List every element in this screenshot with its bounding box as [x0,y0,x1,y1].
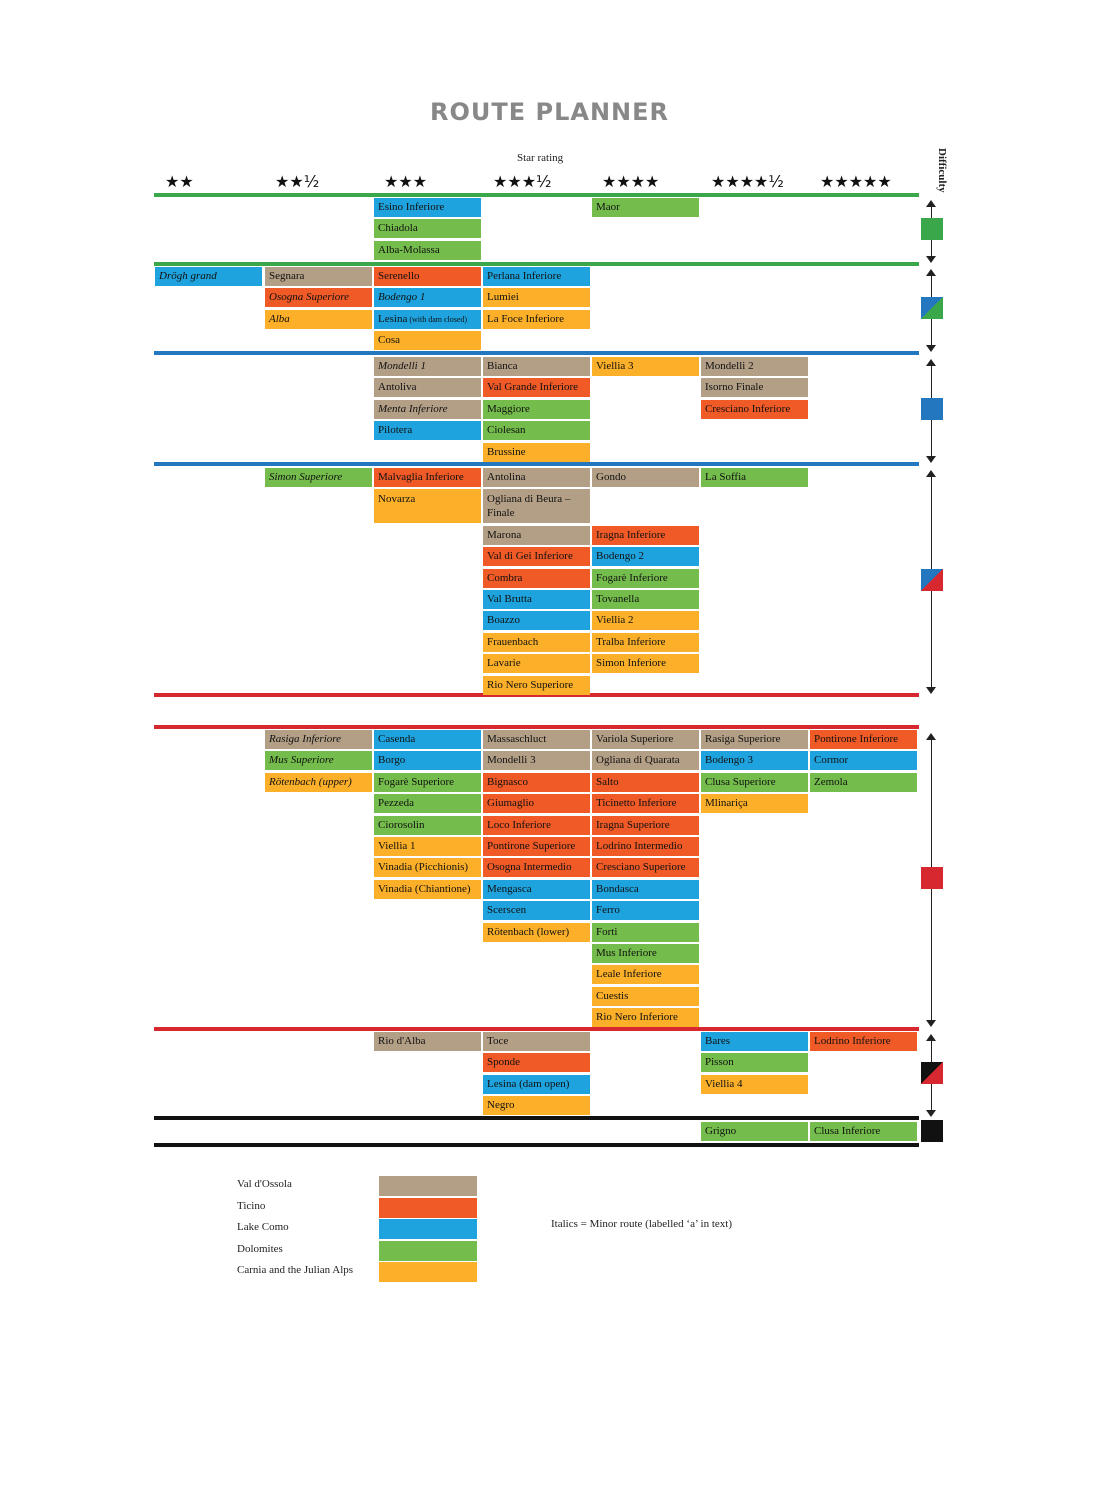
arrow-up-icon [926,269,936,276]
route-name: Zemola [814,775,848,788]
route-cell [265,288,372,307]
route-cell [374,468,481,487]
route-cell [592,837,699,856]
route-name: Lavarie [487,657,521,670]
route-cell [592,526,699,545]
route-cell [374,378,481,397]
route-name: Rötenbach (lower) [487,925,570,938]
route-name: Perlana Inferiore [487,270,562,282]
route-cell [701,751,808,770]
difficulty-marker-black [921,1120,943,1142]
route-cell [701,1122,808,1141]
route-cell [592,569,699,588]
route-name: Ogliana di Beura – Finale [487,493,571,520]
route-cell [483,730,590,749]
route-cell [701,468,808,487]
route-cell [810,751,917,770]
route-name: Ciolesan [487,424,526,437]
route-cell [374,489,481,523]
route-name: Viellia 4 [705,1077,743,1090]
route-name: Lodrino Inferiore [814,1035,891,1047]
route-cell [701,357,808,376]
band-divider-line [154,1027,919,1031]
band-divider-line [154,462,919,466]
route-cell [592,654,699,673]
route-name: Salto [596,775,619,788]
route-name: Mengasca [487,882,532,895]
route-cell [374,400,481,419]
route-cell [265,751,372,770]
route-cell [592,880,699,899]
route-name: Negro [487,1099,515,1112]
legend-swatch [379,1219,477,1239]
route-name: Marona [487,528,522,541]
route-name: Bodengo 1 [378,291,426,304]
route-name: Rio Nero Inferiore [596,1011,678,1024]
route-cell [483,773,590,792]
route-cell [483,654,590,673]
route-name: Pilotera [378,424,413,437]
route-name: Mondelli 2 [705,360,754,372]
arrow-up-icon [926,733,936,740]
route-name: Vinadia (Picchionis) [378,861,469,874]
route-name: Boazzo [487,614,520,627]
legend-label: Ticino [237,1199,266,1212]
route-cell [483,569,590,588]
star-rating-column-0: ★★ [165,172,194,191]
route-cell [483,310,590,329]
route-cell [483,816,590,835]
route-cell [374,241,481,260]
legend-label: Dolomites [237,1242,283,1255]
route-name: Malvaglia Inferiore [378,471,464,483]
legend-swatch [379,1176,477,1196]
route-cell [592,901,699,920]
route-name: Vinadia (Chiantione) [378,882,471,895]
route-name: Simon Inferiore [596,657,666,670]
route-cell [701,794,808,813]
route-cell [592,965,699,984]
route-name: Variola Superiore [596,733,674,745]
route-cell [592,816,699,835]
route-name: Grigno [705,1125,737,1137]
difficulty-label: Difficulty [936,148,948,193]
route-cell [374,310,481,329]
route-name: Cresciano Superiore [596,861,686,874]
difficulty-marker-green [921,218,943,240]
route-name: Alba [269,312,290,325]
route-name: Mlinariça [705,797,748,810]
route-name: Iragna Inferiore [596,528,666,541]
route-cell [374,198,481,217]
route-name: Brussine [487,445,526,458]
route-name: Bignasco [487,775,528,788]
route-cell [374,773,481,792]
star-rating-column-3: ★★★½ [493,172,552,191]
star-rating-column-2: ★★★ [384,172,428,191]
route-name: Segnara [269,270,305,282]
route-name: Loco Inferiore [487,818,551,831]
route-name: La Foce Inferiore [487,312,564,325]
route-name: Cosa [378,334,400,347]
route-name: Mondelli 3 [487,754,536,767]
route-cell [483,443,590,462]
route-cell [592,1008,699,1027]
route-cell [374,267,481,286]
route-cell [483,400,590,419]
route-name: Esino Inferiore [378,201,445,213]
route-name: Ferro [596,904,620,917]
route-cell [374,751,481,770]
route-name: La Soffia [705,471,747,483]
route-cell [701,1032,808,1051]
route-name: Bondasca [596,882,639,895]
route-name: Pontirone Inferiore [814,733,898,745]
route-cell [483,880,590,899]
route-cell [483,1032,590,1051]
route-cell [592,923,699,942]
route-name: Alba-Molassa [378,243,440,256]
difficulty-marker-red-black [921,1062,943,1084]
star-rating-column-5: ★★★★½ [711,172,784,191]
legend-swatch [379,1262,477,1282]
route-name: Mus Superiore [269,754,334,767]
route-cell [483,633,590,652]
route-cell [265,773,372,792]
difficulty-marker-red [921,867,943,889]
route-name: Bares [705,1035,731,1047]
route-cell [483,676,590,695]
route-name: Ciorosolin [378,818,425,831]
route-cell [374,421,481,440]
route-name: Clusa Inferiore [814,1125,881,1137]
route-cell [483,489,590,523]
route-cell [483,590,590,609]
arrow-down-icon [926,1020,936,1027]
route-name: Isorno Finale [705,381,764,394]
route-cell [810,773,917,792]
route-cell [483,288,590,307]
route-cell [483,901,590,920]
legend-swatch [379,1198,477,1218]
route-cell [701,730,808,749]
route-name: Chiadola [378,222,418,235]
route-name: Giumaglio [487,797,535,810]
difficulty-marker-blue [921,398,943,420]
route-cell [483,923,590,942]
legend-label: Carnia and the Julian Alps [237,1264,354,1276]
route-cell [592,198,699,217]
route-cell [810,1032,917,1051]
route-cell [483,751,590,770]
route-name: Lodrino Intermedio [596,840,683,852]
route-name: Rasiga Inferiore [269,733,341,745]
route-name: Fogarè Inferiore [596,571,668,584]
route-name: Ogliana di Quarata [596,754,680,767]
arrow-up-icon [926,359,936,366]
legend-note: Italics = Minor route (labelled ‘a’ in text) [551,1218,733,1230]
route-cell [701,378,808,397]
route-name: Val Brutta [487,592,532,605]
route-name: Rasiga Superiore [705,733,781,745]
route-name: Borgo [378,754,406,767]
route-cell [701,1075,808,1094]
route-name: Drögh grand [159,270,217,282]
route-name: Mus Inferiore [596,947,657,959]
arrow-up-icon [926,200,936,207]
band-divider-line [154,725,919,729]
route-cell [483,1075,590,1094]
arrow-down-icon [926,256,936,263]
band-divider-line [154,1116,919,1120]
route-name: Tralba Inferiore [596,635,666,648]
route-name: Serenello [378,270,420,282]
page-title: ROUTE PLANNER [430,98,669,126]
route-name: Antoliva [378,381,417,394]
route-cell [374,837,481,856]
route-cell [265,267,372,286]
route-name: Rio d'Alba [378,1035,426,1047]
route-name: Val di Gei Inferiore [487,550,573,563]
route-name: Gondo [596,471,626,483]
route-name: Osogna Superiore [269,291,349,304]
route-name: Frauenbach [487,635,539,648]
route-name: Maor [596,201,620,213]
route-name: Pontirone Superiore [487,840,576,852]
route-name: Simon Superiore [269,471,343,483]
route-cell [374,816,481,835]
route-cell [265,468,372,487]
route-name: Bodengo 3 [705,754,753,767]
route-name: Cresciano Inferiore [705,402,791,415]
route-name: Iragna Superiore [596,818,670,831]
route-name: Novarza [378,493,416,506]
route-cell [483,378,590,397]
star-rating-column-6: ★★★★★ [820,172,892,191]
route-name: Scerscen [487,904,527,917]
route-name: Ticinetto Inferiore [596,797,677,810]
route-name: Osogna Intermedio [487,861,572,874]
route-name: Pisson [705,1056,734,1069]
arrow-down-icon [926,456,936,463]
route-cell [592,468,699,487]
route-cell [374,858,481,877]
route-cell [374,794,481,813]
route-name: Casenda [378,733,416,745]
route-cell [483,468,590,487]
route-name: Lumiei [487,291,519,304]
route-cell [374,331,481,350]
route-name: Viellia 3 [596,360,634,372]
route-name: Bianca [487,360,518,372]
route-cell [592,794,699,813]
route-cell [374,219,481,238]
legend-swatch [379,1241,477,1261]
band-divider-line [154,351,919,355]
route-name: Sponde [487,1056,520,1069]
arrow-up-icon [926,470,936,477]
route-cell [592,590,699,609]
route-name: Maggiore [487,402,530,415]
route-cell [592,547,699,566]
route-name: Leale Inferiore [596,968,662,981]
route-name: Clusa Superiore [705,775,776,788]
route-cell [810,730,917,749]
arrow-down-icon [926,687,936,694]
route-name: Massaschluct [487,733,547,745]
arrow-down-icon [926,345,936,352]
route-name: Cormor [814,754,849,767]
route-cell [483,794,590,813]
arrow-down-icon [926,1110,936,1117]
route-cell [483,858,590,877]
route-name: Lesina [378,312,408,325]
legend-label: Val d'Ossola [237,1178,292,1190]
route-name: Tovanella [596,592,640,605]
route-cell [374,880,481,899]
route-cell [483,1053,590,1072]
route-cell [592,730,699,749]
route-cell [483,1096,590,1115]
route-name: Rio Nero Superiore [487,678,574,691]
route-cell [592,773,699,792]
route-cell [592,987,699,1006]
route-name: Fogarè Superiore [378,775,455,788]
route-name: Cuestis [596,989,629,1002]
route-cell [483,357,590,376]
route-name: Toce [487,1035,509,1047]
route-name: Rötenbach (upper) [269,775,352,788]
route-name: Menta Inferiore [378,402,448,415]
legend-label: Lake Como [237,1221,289,1233]
difficulty-marker-green-blue [921,297,943,319]
route-cell [592,751,699,770]
route-cell [265,310,372,329]
arrow-up-icon [926,1034,936,1041]
route-name: Combra [487,571,523,584]
band-divider-line [154,193,919,197]
route-name: Viellia 2 [596,614,634,627]
route-note: (with dam closed) [407,314,468,324]
route-name: Bodengo 2 [596,550,644,563]
route-name: Mondelli 1 [378,360,426,372]
route-cell [155,267,262,286]
route-cell [483,547,590,566]
route-cell [483,611,590,630]
route-cell [592,944,699,963]
route-cell [483,837,590,856]
route-name: Viellia 1 [378,840,416,852]
difficulty-marker-blue-red [921,569,943,591]
route-cell [592,858,699,877]
route-name: Val Grande Inferiore [487,381,579,394]
route-cell [592,633,699,652]
route-cell [810,1122,917,1141]
route-cell [374,1032,481,1051]
route-name: Lesina (dam open) [487,1077,570,1090]
route-cell [483,526,590,545]
route-cell [483,421,590,440]
route-cell [701,400,808,419]
band-divider-line [154,1143,919,1147]
route-cell [374,357,481,376]
route-cell [374,730,481,749]
band-divider-line [154,262,919,266]
route-name: Pezzeda [378,797,415,810]
route-cell [592,357,699,376]
route-cell [374,288,481,307]
route-name: Antolina [487,471,526,483]
route-cell [701,773,808,792]
star-rating-label: Star rating [517,152,564,164]
route-cell [592,611,699,630]
route-cell [483,267,590,286]
route-cell [701,1053,808,1072]
star-rating-column-4: ★★★★ [602,172,660,191]
route-cell [265,730,372,749]
star-rating-column-1: ★★½ [275,172,320,191]
route-name: Forti [596,925,618,938]
